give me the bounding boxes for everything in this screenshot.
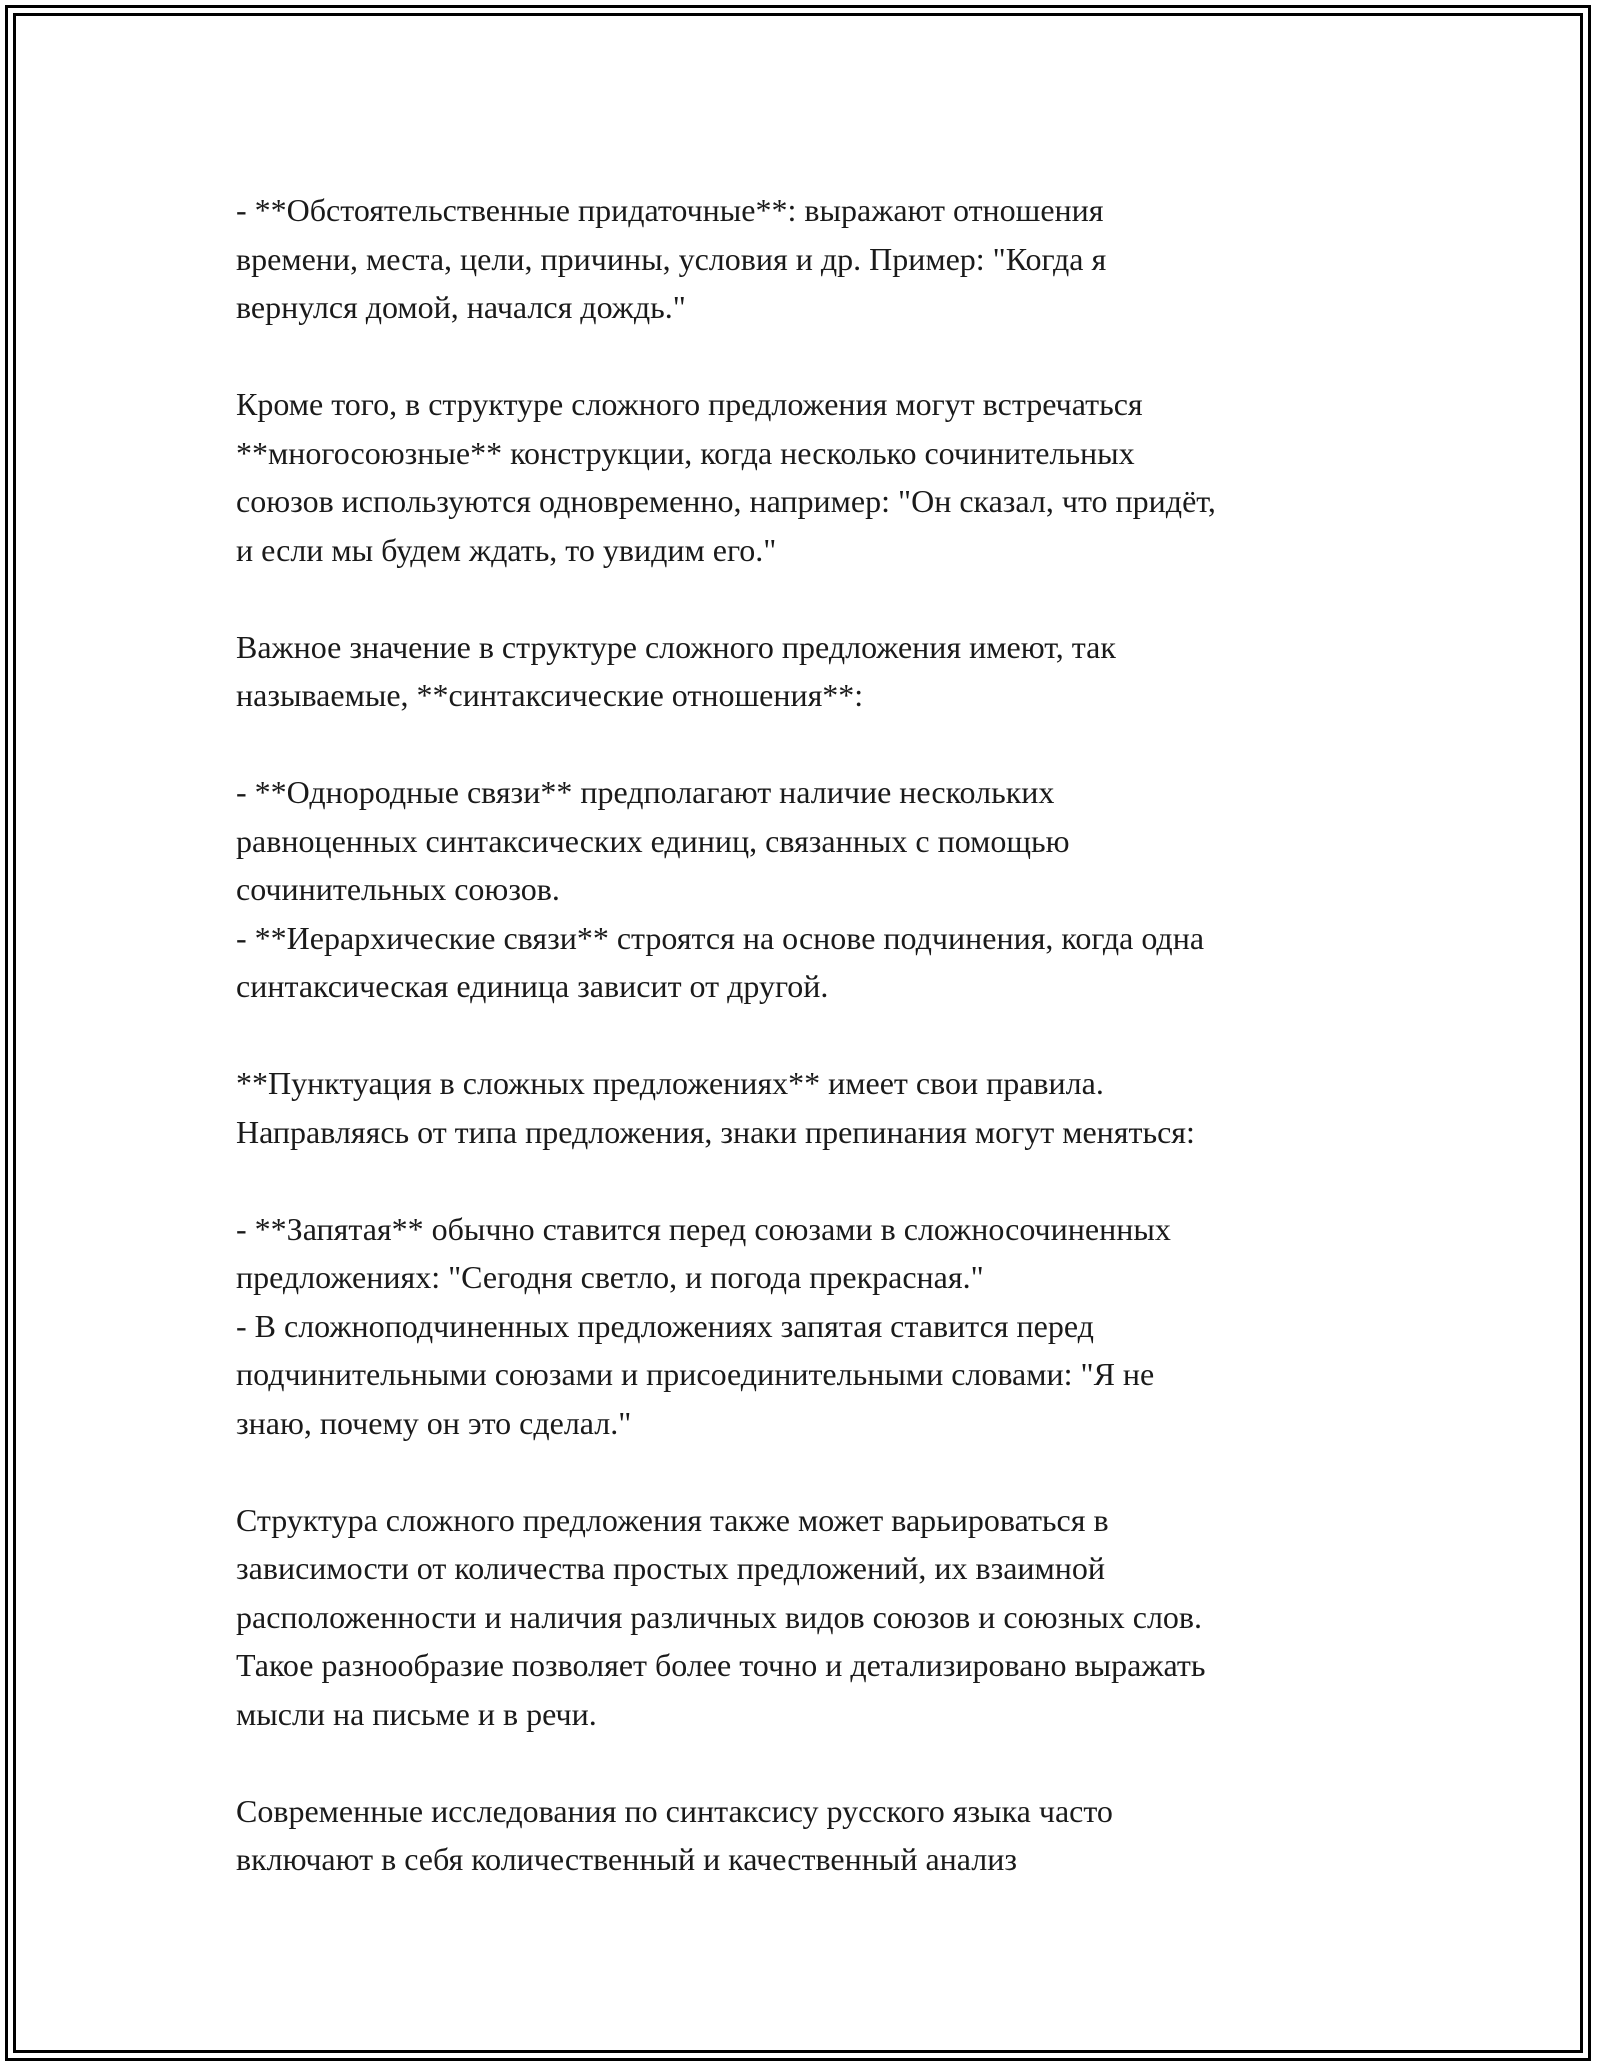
text-line: называемые, **синтаксические отношения**:: [236, 677, 864, 713]
text-line: **Пунктуация в сложных предложениях** имеет свои правила.: [236, 1065, 1104, 1101]
paragraph-gap: [236, 1447, 1396, 1496]
text-line: синтаксическая единица зависит от другой.: [236, 968, 829, 1004]
text-line: - **Однородные связи** предполагают наличие нескольких: [236, 774, 1055, 810]
text-line: знаю, почему он это сделал.": [236, 1404, 632, 1441]
list-relation-types: [236, 768, 1396, 1011]
document-body: [236, 186, 1396, 1884]
paragraph-structure-variation: [236, 1496, 1396, 1739]
text-line: вернулся домой, начался дождь.": [236, 289, 686, 325]
paragraph-gap: [236, 1738, 1396, 1787]
list-punctuation-rules: [236, 1205, 1396, 1448]
text-line: - **Иерархические связи** строятся на основе подчинения, когда одна: [236, 919, 1205, 956]
paragraph-punctuation: [236, 1059, 1396, 1156]
text-line: Структура сложного предложения также может варьироваться в: [236, 1501, 1109, 1538]
text-line: мысли на письме и в речи.: [236, 1695, 597, 1732]
paragraph-multi-conjunction: [236, 380, 1396, 574]
text-line: Современные исследования по синтаксису русского языка часто: [236, 1792, 1113, 1829]
paragraph-gap: [236, 574, 1396, 623]
text-line: - **Запятая** обычно ставится перед союзами в сложносочиненных: [236, 1210, 1171, 1247]
text-line: Такое разнообразие позволяет более точно и детализировано выражать: [236, 1647, 1206, 1683]
text-line: равноценных синтаксических единиц, связанных с помощью: [236, 822, 1070, 859]
text-line: Важное значение в структуре сложного предложения имеют, так: [236, 628, 1116, 665]
paragraph-modern-research: [236, 1787, 1396, 1884]
text-line: предложениях: "Сегодня светло, и погода прекрасная.": [236, 1259, 984, 1295]
text-line: Кроме того, в структуре сложного предложения могут встречаться: [236, 386, 1143, 422]
paragraph-adverbial-clauses: [236, 186, 1396, 332]
paragraph-syntactic-relations: [236, 623, 1396, 720]
text-line: - В сложноподчиненных предложениях запятая ставится перед: [236, 1307, 1094, 1344]
text-line: расположенности и наличия различных видов союзов и союзных слов.: [236, 1598, 1203, 1635]
text-line: сочинительных союзов.: [236, 871, 560, 907]
text-line: **многосоюзные** конструкции, когда несколько сочинительных: [236, 434, 1135, 471]
text-line: - **Обстоятельственные придаточные**: выражают отношения: [236, 192, 1104, 228]
paragraph-gap: [236, 720, 1396, 769]
text-line: Направляясь от типа предложения, знаки препинания могут меняться:: [236, 1113, 1195, 1150]
text-line: союзов используются одновременно, например: "Он сказал, что придёт,: [236, 483, 1216, 519]
paragraph-gap: [236, 332, 1396, 381]
text-line: времени, места, цели, причины, условия и др. Пример: "Когда я: [236, 240, 1107, 277]
paragraph-gap: [236, 1011, 1396, 1060]
text-line: включают в себя количественный и качественный анализ: [236, 1841, 1017, 1877]
text-line: подчинительными союзами и присоединительными словами: "Я не: [236, 1356, 1155, 1392]
text-line: зависимости от количества простых предложений, их взаимной: [236, 1550, 1106, 1586]
text-line: и если мы будем ждать, то увидим его.": [236, 531, 777, 568]
paragraph-gap: [236, 1156, 1396, 1205]
